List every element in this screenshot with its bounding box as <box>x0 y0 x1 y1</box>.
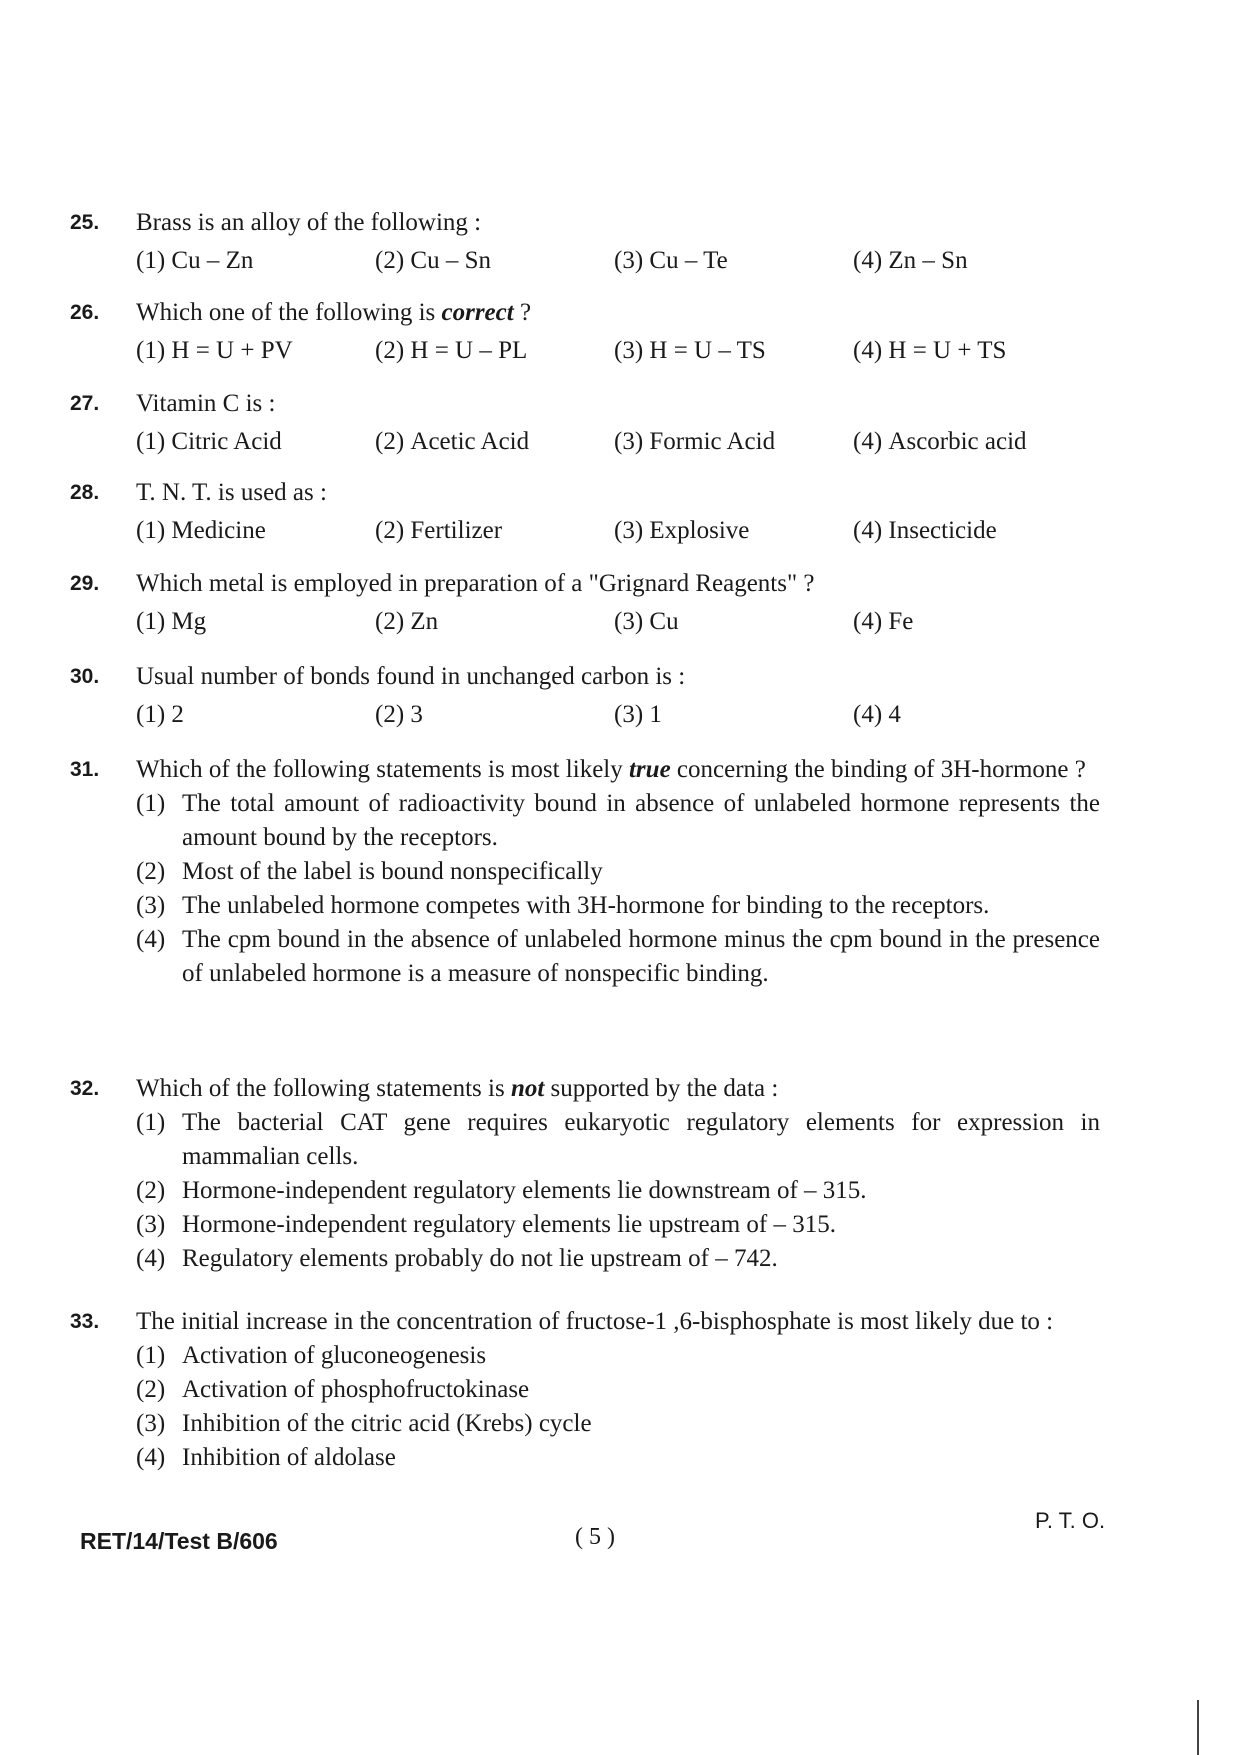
option-text: Formic Acid <box>649 428 776 455</box>
question-number: 28. <box>70 481 100 504</box>
option-text: Activation of gluconeogenesis <box>182 1342 487 1369</box>
options <box>136 1106 1100 1276</box>
option-text: Most of the label is bound nonspecifically <box>182 858 603 885</box>
option-number: (3) <box>614 701 644 728</box>
option-text: H = U – TS <box>649 337 766 364</box>
stem-text: Which one of the following is <box>136 299 442 326</box>
option-text: Insecticide <box>888 517 997 544</box>
options <box>136 425 1100 459</box>
option-3 <box>136 1407 1100 1441</box>
options <box>136 244 1100 278</box>
question-29 <box>70 567 1100 639</box>
question-28 <box>70 476 1100 548</box>
option-text: Explosive <box>649 517 750 544</box>
option-4 <box>136 1242 1100 1276</box>
option-number: (1) <box>136 337 166 364</box>
option-number: (1) <box>136 608 166 635</box>
option-number: (1) <box>136 1342 166 1369</box>
option-text: The total amount of radioactivity bound in absence of unlabeled hormone represents the amount bound by the receptors. <box>182 790 1100 851</box>
option-2 <box>136 1373 1100 1407</box>
option-text: Citric Acid <box>171 428 282 455</box>
stem-text: supported by the data : <box>544 1075 779 1102</box>
question-stem <box>136 296 1100 330</box>
option-number: (4) <box>853 517 883 544</box>
question-number: 27. <box>70 392 100 415</box>
option-number: (1) <box>136 1109 166 1136</box>
question-stem <box>136 1072 1100 1106</box>
option-number: (4) <box>853 608 883 635</box>
option-1 <box>136 514 375 548</box>
option-3 <box>614 334 853 368</box>
stem-text: Which metal is employed in preparation of a "Grignard Reagents" ? <box>136 570 815 597</box>
option-text: Medicine <box>171 517 266 544</box>
option-text: Hormone-independent regulatory elements lie downstream of – 315. <box>182 1177 867 1204</box>
option-text: The bacterial CAT gene requires eukaryotic regulatory elements for expression in mammalian cells. <box>182 1109 1100 1170</box>
option-text: Zn – Sn <box>888 247 968 274</box>
option-2 <box>375 605 614 639</box>
option-4 <box>853 605 1092 639</box>
option-number: (2) <box>375 428 405 455</box>
option-text: Mg <box>171 608 207 635</box>
stem-emphasis: not <box>510 1075 545 1102</box>
option-2 <box>375 244 614 278</box>
option-3 <box>614 514 853 548</box>
option-text: The unlabeled hormone competes with 3H-hormone for binding to the receptors. <box>182 892 990 919</box>
question-number: 30. <box>70 665 100 688</box>
stem-text: Vitamin C is : <box>136 390 276 417</box>
options <box>136 605 1100 639</box>
option-1 <box>136 425 375 459</box>
option-text: Activation of phosphofructokinase <box>182 1376 530 1403</box>
options <box>136 787 1100 991</box>
option-number: (1) <box>136 428 166 455</box>
question-stem <box>136 753 1100 787</box>
option-text: H = U + PV <box>171 337 293 364</box>
option-number: (2) <box>136 858 166 885</box>
stem-text: Which of the following statements is <box>136 1075 511 1102</box>
stem-emphasis: correct <box>441 299 514 326</box>
option-number: (2) <box>375 247 405 274</box>
question-stem <box>136 387 1100 421</box>
option-number: (2) <box>136 1177 166 1204</box>
page-number: ( 5 ) <box>575 1524 615 1550</box>
option-2 <box>375 698 614 732</box>
options <box>136 334 1100 368</box>
options <box>136 698 1100 732</box>
option-2 <box>136 855 1100 889</box>
option-text: Hormone-independent regulatory elements lie upstream of – 315. <box>182 1211 836 1238</box>
option-1 <box>136 605 375 639</box>
stem-text: ? <box>513 299 532 326</box>
option-1 <box>136 698 375 732</box>
question-33 <box>70 1305 1100 1475</box>
option-text: H = U – PL <box>410 337 528 364</box>
option-text: Cu – Sn <box>410 247 491 274</box>
option-number: (4) <box>136 1245 166 1272</box>
option-number: (4) <box>136 1444 166 1471</box>
option-number: (2) <box>375 337 405 364</box>
option-2 <box>375 425 614 459</box>
option-text: Zn <box>410 608 439 635</box>
question-stem <box>136 1305 1100 1339</box>
option-number: (1) <box>136 701 166 728</box>
option-number: (3) <box>614 608 644 635</box>
option-text: Inhibition of aldolase <box>182 1444 396 1471</box>
stem-text: The initial increase in the concentration of fructose-1 ,6-bisphosphate is most likely due to : <box>136 1308 1054 1335</box>
option-number: (2) <box>375 701 405 728</box>
please-turn-over: P. T. O. <box>1035 1508 1106 1533</box>
question-stem <box>136 567 1100 601</box>
test-code: RET/14/Test B/606 <box>80 1528 278 1554</box>
option-4 <box>136 923 1100 991</box>
option-number: (3) <box>136 1211 166 1238</box>
stem-text: Brass is an alloy of the following : <box>136 209 482 236</box>
scan-edge-line <box>1197 1700 1199 1755</box>
option-text: Cu <box>649 608 679 635</box>
question-stem <box>136 476 1100 510</box>
question-number: 33. <box>70 1310 100 1333</box>
stem-text: concerning the binding of 3H-hormone ? <box>670 756 1086 783</box>
option-text: Fe <box>888 608 914 635</box>
option-text: Fertilizer <box>410 517 503 544</box>
option-text: Ascorbic acid <box>888 428 1027 455</box>
option-text: The cpm bound in the absence of unlabeled hormone minus the cpm bound in the presence of unlabeled hormone is a measure of nonspecific binding. <box>182 926 1100 987</box>
option-text: 3 <box>410 701 423 728</box>
question-26 <box>70 296 1100 368</box>
option-3 <box>614 605 853 639</box>
option-1 <box>136 1106 1100 1174</box>
option-number: (3) <box>614 337 644 364</box>
stem-text: Usual number of bonds found in unchanged carbon is : <box>136 663 686 690</box>
option-number: (1) <box>136 790 166 817</box>
option-4 <box>853 698 1092 732</box>
options <box>136 514 1100 548</box>
question-27 <box>70 387 1100 459</box>
option-1 <box>136 334 375 368</box>
option-2 <box>136 1174 1100 1208</box>
question-25 <box>70 206 1100 278</box>
option-text: Inhibition of the citric acid (Krebs) cycle <box>182 1410 592 1437</box>
question-number: 26. <box>70 301 100 324</box>
option-number: (3) <box>136 892 166 919</box>
option-number: (4) <box>853 247 883 274</box>
option-number: (4) <box>853 337 883 364</box>
option-4 <box>853 334 1092 368</box>
option-number: (2) <box>375 517 405 544</box>
option-1 <box>136 787 1100 855</box>
option-4 <box>136 1441 1100 1475</box>
option-text: 4 <box>888 701 901 728</box>
option-3 <box>614 425 853 459</box>
option-2 <box>375 514 614 548</box>
option-1 <box>136 244 375 278</box>
option-text: 2 <box>171 701 184 728</box>
option-4 <box>853 244 1092 278</box>
question-number: 31. <box>70 758 100 781</box>
option-3 <box>614 244 853 278</box>
option-4 <box>853 514 1092 548</box>
stem-text: Which of the following statements is most likely <box>136 756 629 783</box>
option-number: (1) <box>136 247 166 274</box>
stem-text: T. N. T. is used as : <box>136 479 327 506</box>
option-2 <box>375 334 614 368</box>
question-number: 32. <box>70 1077 100 1100</box>
option-number: (3) <box>614 247 644 274</box>
option-text: Cu – Zn <box>171 247 254 274</box>
option-number: (4) <box>136 926 166 953</box>
question-number: 25. <box>70 211 100 234</box>
option-number: (3) <box>136 1410 166 1437</box>
option-3 <box>614 698 853 732</box>
option-text: 1 <box>649 701 662 728</box>
option-1 <box>136 1339 1100 1373</box>
option-text: Regulatory elements probably do not lie upstream of – 742. <box>182 1245 778 1272</box>
option-text: Acetic Acid <box>410 428 530 455</box>
options <box>136 1339 1100 1475</box>
option-number: (2) <box>375 608 405 635</box>
option-text: Cu – Te <box>649 247 728 274</box>
stem-emphasis: true <box>628 756 671 783</box>
option-number: (4) <box>853 428 883 455</box>
question-number: 29. <box>70 572 100 595</box>
question-30 <box>70 660 1100 732</box>
option-4 <box>853 425 1092 459</box>
question-32 <box>70 1072 1100 1276</box>
option-number: (4) <box>853 701 883 728</box>
option-number: (2) <box>136 1376 166 1403</box>
option-number: (3) <box>614 517 644 544</box>
option-3 <box>136 889 1100 923</box>
option-text: H = U + TS <box>888 337 1007 364</box>
question-stem <box>136 206 1100 240</box>
option-number: (1) <box>136 517 166 544</box>
option-3 <box>136 1208 1100 1242</box>
question-31 <box>70 753 1100 991</box>
question-stem <box>136 660 1100 694</box>
option-number: (3) <box>614 428 644 455</box>
